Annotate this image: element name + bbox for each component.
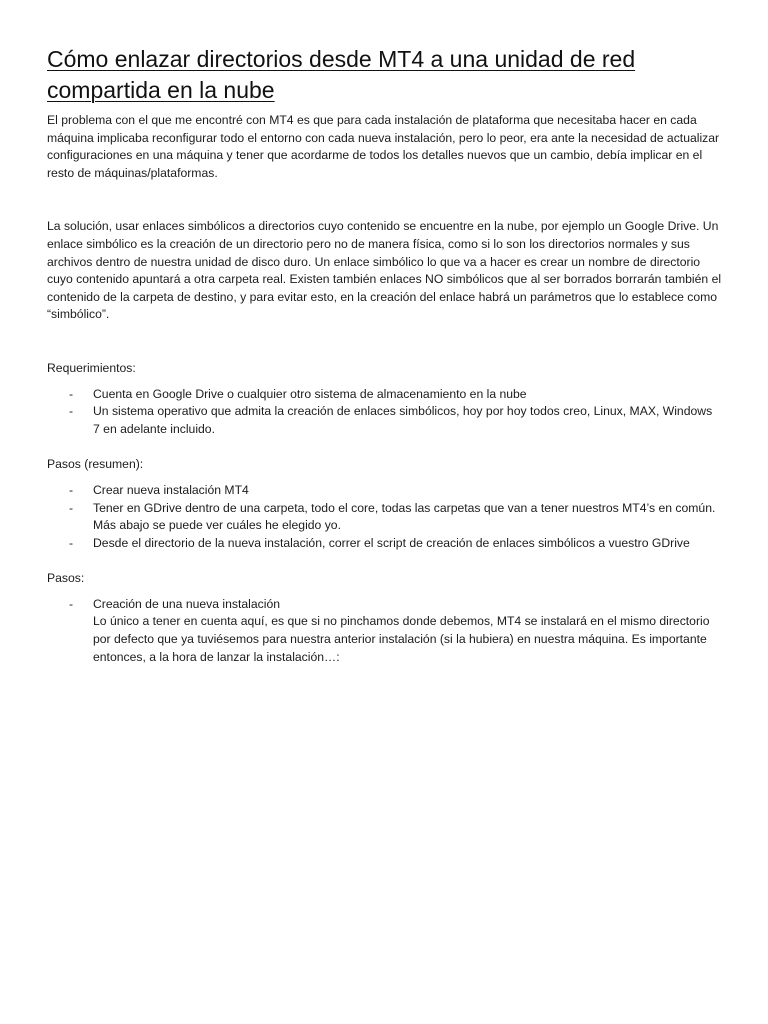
dash-bullet-icon: - xyxy=(69,500,74,515)
steps-summary-section xyxy=(47,456,722,552)
requirements-heading: Requerimientos: xyxy=(47,360,136,375)
step-title: Creación de una nueva instalación xyxy=(93,596,281,611)
steps-list xyxy=(47,596,722,666)
steps-summary-list xyxy=(47,482,722,552)
requirements-list xyxy=(47,386,722,439)
steps-section xyxy=(47,570,722,666)
steps-summary-heading: Pasos (resumen): xyxy=(47,457,144,472)
requirement-item xyxy=(47,403,722,438)
requirement-text: Un sistema operativo que admita la creación de enlaces simbólicos, hoy por hoy todos creo, Linux, MAX, Windows 7 en adelante incluido. xyxy=(93,404,713,436)
intro-paragraph: El problema con el que me encontré con MT4 es que para cada instalación de plataforma que necesitaba hacer en cada máquina implicaba reconfigurar todo el entorno con cada nueva instalación, pero lo peor, era ante la necesidad de actualizar configuraciones en una máquina y tener que acordarme de todos los detalles nuevos que un cambio, debía implicar en el resto de máquinas/plataformas. xyxy=(47,113,720,180)
dash-bullet-icon: - xyxy=(69,404,74,419)
steps-heading: Pasos: xyxy=(47,571,85,586)
summary-step-item xyxy=(47,482,722,500)
step-detail: Lo único a tener en cuenta aquí, es que si no pinchamos donde debemos, MT4 se instalará en el mismo directorio por defecto que ya tuviésemos para nuestra anterior instalación (si la hubiera) en nuestra máquina. Es importante entonces, a la hora de lanzar la instalación…: xyxy=(93,614,710,664)
requirement-text: Cuenta en Google Drive o cualquier otro sistema de almacenamiento en la nube xyxy=(93,386,527,401)
document-title: Cómo enlazar directorios desde MT4 a una unidad de red compartida en la nube xyxy=(47,46,636,103)
dash-bullet-icon: - xyxy=(69,482,74,497)
summary-step-text: Desde el directorio de la nueva instalación, correr el script de creación de enlaces simbólicos a vuestro GDrive xyxy=(93,535,690,550)
dash-bullet-icon: - xyxy=(69,386,74,401)
requirement-item xyxy=(47,386,722,404)
dash-bullet-icon: - xyxy=(69,596,74,611)
step-item xyxy=(47,596,722,666)
dash-bullet-icon: - xyxy=(69,535,74,550)
summary-step-item xyxy=(47,535,722,553)
summary-step-text: Crear nueva instalación MT4 xyxy=(93,482,249,497)
requirements-section xyxy=(47,360,722,438)
solution-paragraph: La solución, usar enlaces simbólicos a directorios cuyo contenido se encuentre en la nube, por ejemplo un Google Drive. Un enlace simbólico es la creación de un directorio pero no de manera física, como si lo son los directorios normales y sus archivos dentro de nuestra unidad de disco duro. Un enlace simbólico lo que va a hacer es crear un nombre de directorio cuyo contenido apuntará a otra carpeta real. Existen también enlaces NO simbólicos que al ser borrados borrarán también el contenido de la carpeta de destino, y para evitar esto, en la creación del enlace habrá un parámetros que lo establece como “simbólico”. xyxy=(47,219,722,322)
summary-step-item xyxy=(47,500,722,535)
summary-step-text: Tener en GDrive dentro de una carpeta, todo el core, todas las carpetas que van a tener nuestros MT4’s en común. Más abajo se puede ver cuáles he elegido yo. xyxy=(93,500,716,533)
